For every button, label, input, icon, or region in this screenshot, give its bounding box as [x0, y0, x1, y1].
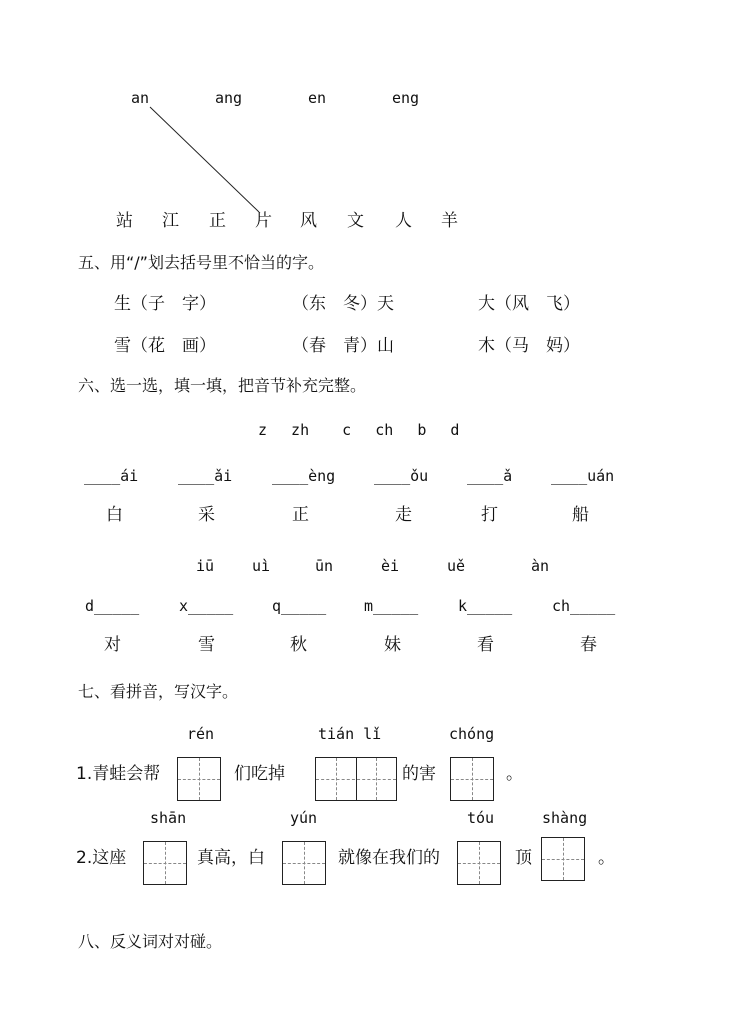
pinyin-blank[interactable]: ch_____ — [552, 597, 616, 615]
pinyin-hint: rén — [187, 725, 215, 743]
writing-box[interactable] — [177, 757, 221, 801]
blank-char: 看 — [477, 635, 494, 655]
match-line — [0, 0, 745, 260]
writing-box[interactable] — [541, 837, 585, 881]
final-en: en — [308, 89, 327, 107]
match-char: 羊 — [441, 211, 458, 231]
final-option: ūn — [315, 557, 334, 575]
choice-item: 雪（花 画） — [114, 336, 216, 356]
match-char: 人 — [395, 211, 412, 231]
blank-char: 妹 — [384, 635, 401, 655]
choice-item: 木（马 妈） — [478, 336, 580, 356]
sentence-text: 。 — [506, 764, 523, 784]
blank-char: 白 — [106, 505, 123, 525]
sentence-text: 1.青蛙会帮 — [76, 764, 161, 784]
pinyin-hint: shàng — [542, 809, 588, 827]
final-eng: eng — [392, 89, 420, 107]
sentence-text: 的害 — [402, 764, 436, 784]
blank-char: 春 — [580, 635, 597, 655]
blank-char: 正 — [292, 505, 309, 525]
pinyin-blank[interactable]: ____ǎi — [178, 467, 233, 485]
pinyin-hint: chóng — [449, 725, 495, 743]
section-8-title: 八、反义词对对碰。 — [78, 932, 223, 951]
blank-char: 船 — [572, 505, 589, 525]
blank-char: 秋 — [290, 635, 307, 655]
choice-item: （东 冬）天 — [292, 294, 394, 314]
blank-char: 走 — [395, 505, 412, 525]
final-option: èi — [381, 557, 400, 575]
pinyin-blank[interactable]: ____uán — [551, 467, 615, 485]
pinyin-blank[interactable]: m_____ — [364, 597, 419, 615]
sentence-text: 真高，白 — [197, 848, 265, 868]
choice-item: （春 青）山 — [292, 336, 394, 356]
pinyin-blank[interactable]: k_____ — [458, 597, 513, 615]
pinyin-blank[interactable]: ____ǒu — [374, 467, 429, 485]
pinyin-hint: tóu — [467, 809, 495, 827]
choice-item: 大（风 飞） — [478, 294, 580, 314]
sentence-text: 就像在我们的 — [338, 848, 440, 868]
match-char: 江 — [162, 211, 179, 231]
blank-char: 打 — [481, 505, 498, 525]
pinyin-blank[interactable]: x_____ — [179, 597, 234, 615]
initials-options: z zh c ch b d — [258, 421, 460, 439]
section-7-title: 七、看拼音，写汉字。 — [78, 682, 239, 701]
final-an: an — [131, 89, 150, 107]
pinyin-hint: tián lǐ — [318, 725, 382, 743]
sentence-text: 2.这座 — [76, 848, 127, 868]
blank-char: 采 — [198, 505, 215, 525]
final-option: uì — [252, 557, 271, 575]
pinyin-blank[interactable]: ____èng — [272, 467, 336, 485]
writing-box-double[interactable] — [315, 757, 397, 801]
match-char: 文 — [347, 211, 364, 231]
writing-box[interactable] — [457, 841, 501, 885]
writing-box[interactable] — [282, 841, 326, 885]
sentence-text: 。 — [598, 848, 615, 868]
pinyin-hint: shān — [150, 809, 187, 827]
final-ang: ang — [215, 89, 243, 107]
section-5-title: 五、用“/”划去括号里不恰当的字。 — [78, 253, 324, 272]
sentence-text: 们吃掉 — [234, 764, 285, 784]
blank-char: 雪 — [198, 635, 215, 655]
section-6-title: 六、选一选，填一填，把音节补充完整。 — [78, 376, 367, 395]
final-option: àn — [531, 557, 550, 575]
final-option: uě — [447, 557, 466, 575]
match-char: 正 — [209, 211, 226, 231]
pinyin-blank[interactable]: ____ái — [84, 467, 139, 485]
pinyin-hint: yún — [290, 809, 318, 827]
match-char: 风 — [300, 211, 317, 231]
sentence-text: 顶 — [515, 848, 532, 868]
match-char: 站 — [116, 211, 133, 231]
choice-item: 生（子 字） — [114, 294, 216, 314]
pinyin-blank[interactable]: ____ǎ — [467, 467, 513, 485]
blank-char: 对 — [104, 635, 121, 655]
final-option: iū — [196, 557, 215, 575]
pinyin-blank[interactable]: q_____ — [272, 597, 327, 615]
writing-box[interactable] — [450, 757, 494, 801]
writing-box[interactable] — [143, 841, 187, 885]
pinyin-blank[interactable]: d_____ — [85, 597, 140, 615]
match-char: 片 — [255, 211, 272, 231]
